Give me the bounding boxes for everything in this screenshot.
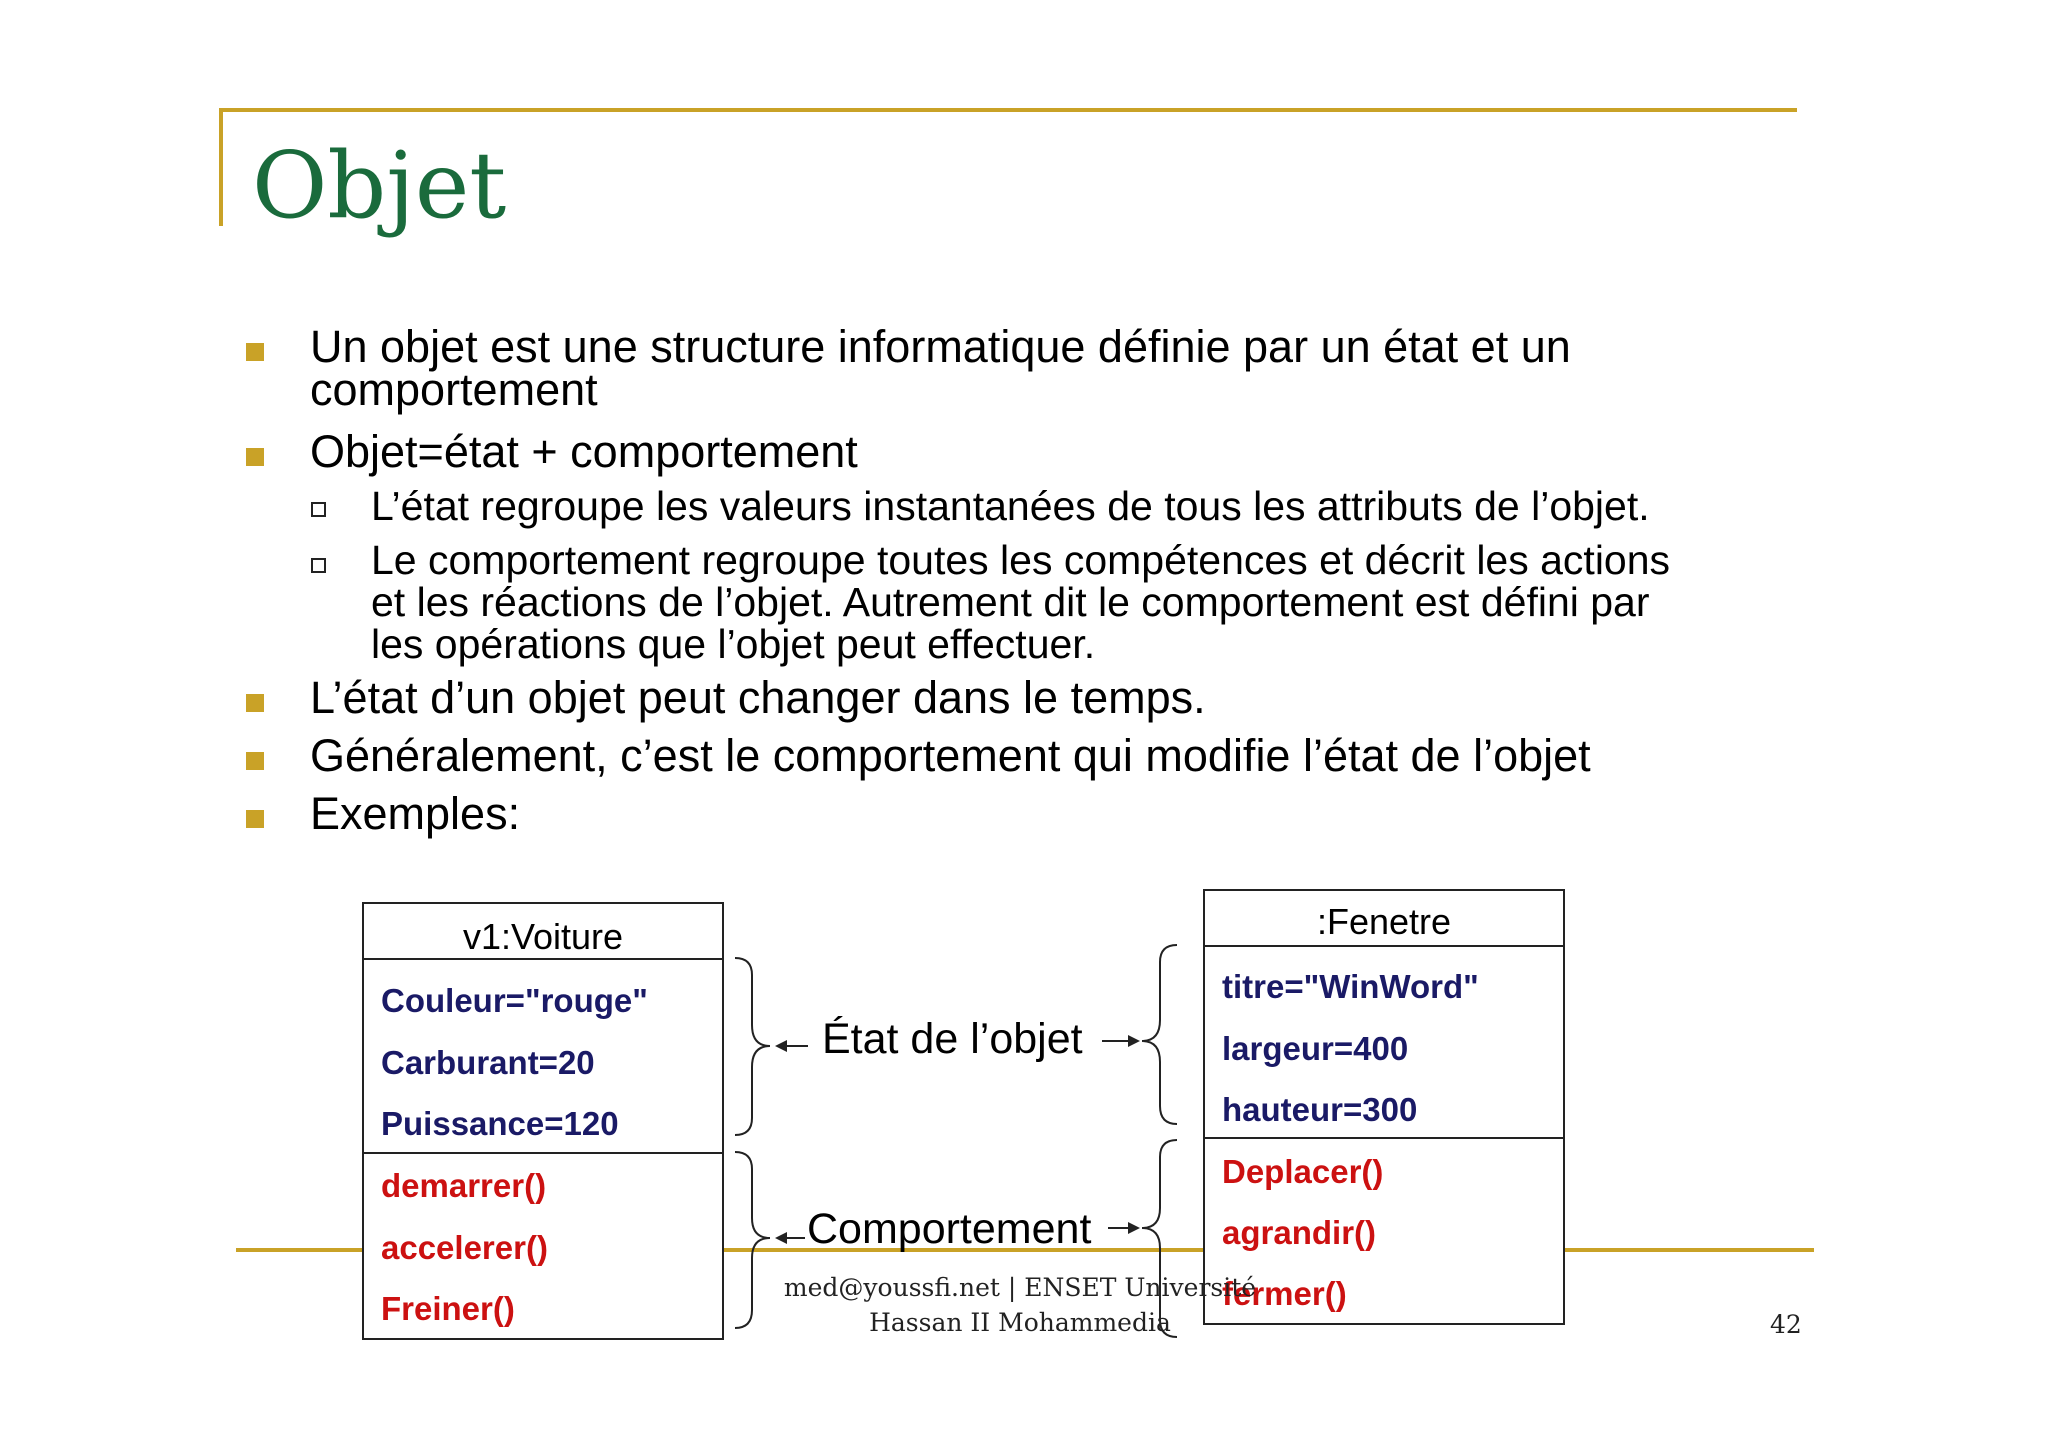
arrowhead — [775, 1040, 787, 1052]
voiture-attr-puissance: Puissance=120 — [381, 1105, 619, 1142]
voiture-object-box — [362, 902, 724, 1340]
sub-bullet-1: L’état regroupe les valeurs instantanées de tous les attributs de l’objet. — [371, 483, 1650, 529]
sub-bullet-2-line-1: Le comportement regroupe toutes les compétences et décrit les actions — [371, 537, 1671, 583]
arrowhead — [1128, 1035, 1140, 1047]
fenetre-attr-hauteur: hauteur=300 — [1222, 1091, 1418, 1128]
voiture-method-freiner: Freiner() — [381, 1290, 515, 1327]
voiture-method-accelerer: accelerer() — [381, 1229, 548, 1266]
fenetre-methods-divider — [1205, 1137, 1563, 1139]
comportement-label: Comportement — [807, 1205, 1092, 1253]
voiture-methods-divider — [364, 1152, 722, 1154]
arrowhead — [775, 1232, 787, 1244]
fenetre-header-divider — [1205, 945, 1563, 947]
voiture-name: v1:Voiture — [462, 916, 624, 957]
bullet-1-line-1: Un objet est une structure informatique définie par un état et un — [310, 321, 1571, 372]
voiture-attr-carburant: Carburant=20 — [381, 1044, 595, 1081]
arrowhead — [1128, 1222, 1140, 1234]
voiture-header-divider — [364, 958, 722, 960]
right-attr-brace — [1142, 945, 1177, 1124]
bullet-3: L’état d’un objet peut changer dans le temps. — [310, 672, 1206, 723]
voiture-attr-couleur: Couleur="rouge" — [381, 982, 648, 1019]
bullet-1-line-2: comportement — [310, 364, 598, 415]
footer-line-2: Hassan II Mohammedia — [869, 1308, 1171, 1337]
sub-bullet-2-line-3: les opérations que l’objet peut effectuer. — [371, 621, 1096, 667]
left-attr-brace — [735, 958, 770, 1135]
fenetre-method-agrandir: agrandir() — [1222, 1214, 1377, 1251]
fenetre-method-fermer: fermer() — [1222, 1275, 1347, 1312]
fenetre-method-deplacer: Deplacer() — [1222, 1153, 1384, 1190]
fenetre-attr-largeur: largeur=400 — [1222, 1030, 1409, 1067]
slide-title: Objet — [252, 132, 507, 239]
bullet-2: Objet=état + comportement — [310, 426, 858, 477]
bullet-4: Généralement, c’est le comportement qui modifie l’état de l’objet — [310, 730, 1591, 781]
sub-bullet-2-line-2: et les réactions de l’objet. Autrement dit le comportement est défini par — [371, 579, 1650, 625]
footer-line-1: med@youssfi.net | ENSET Université — [783, 1273, 1257, 1302]
bullet-5: Exemples: — [310, 788, 521, 839]
page-number: 42 — [1770, 1310, 1802, 1339]
voiture-method-demarrer: demarrer() — [381, 1167, 547, 1204]
footer-text — [760, 1270, 1280, 1340]
fenetre-name: :Fenetre — [1316, 901, 1452, 942]
etat-label: État de l’objet — [822, 1015, 1083, 1063]
fenetre-attr-titre: titre="WinWord" — [1222, 968, 1479, 1005]
fenetre-object-box — [1203, 889, 1565, 1325]
